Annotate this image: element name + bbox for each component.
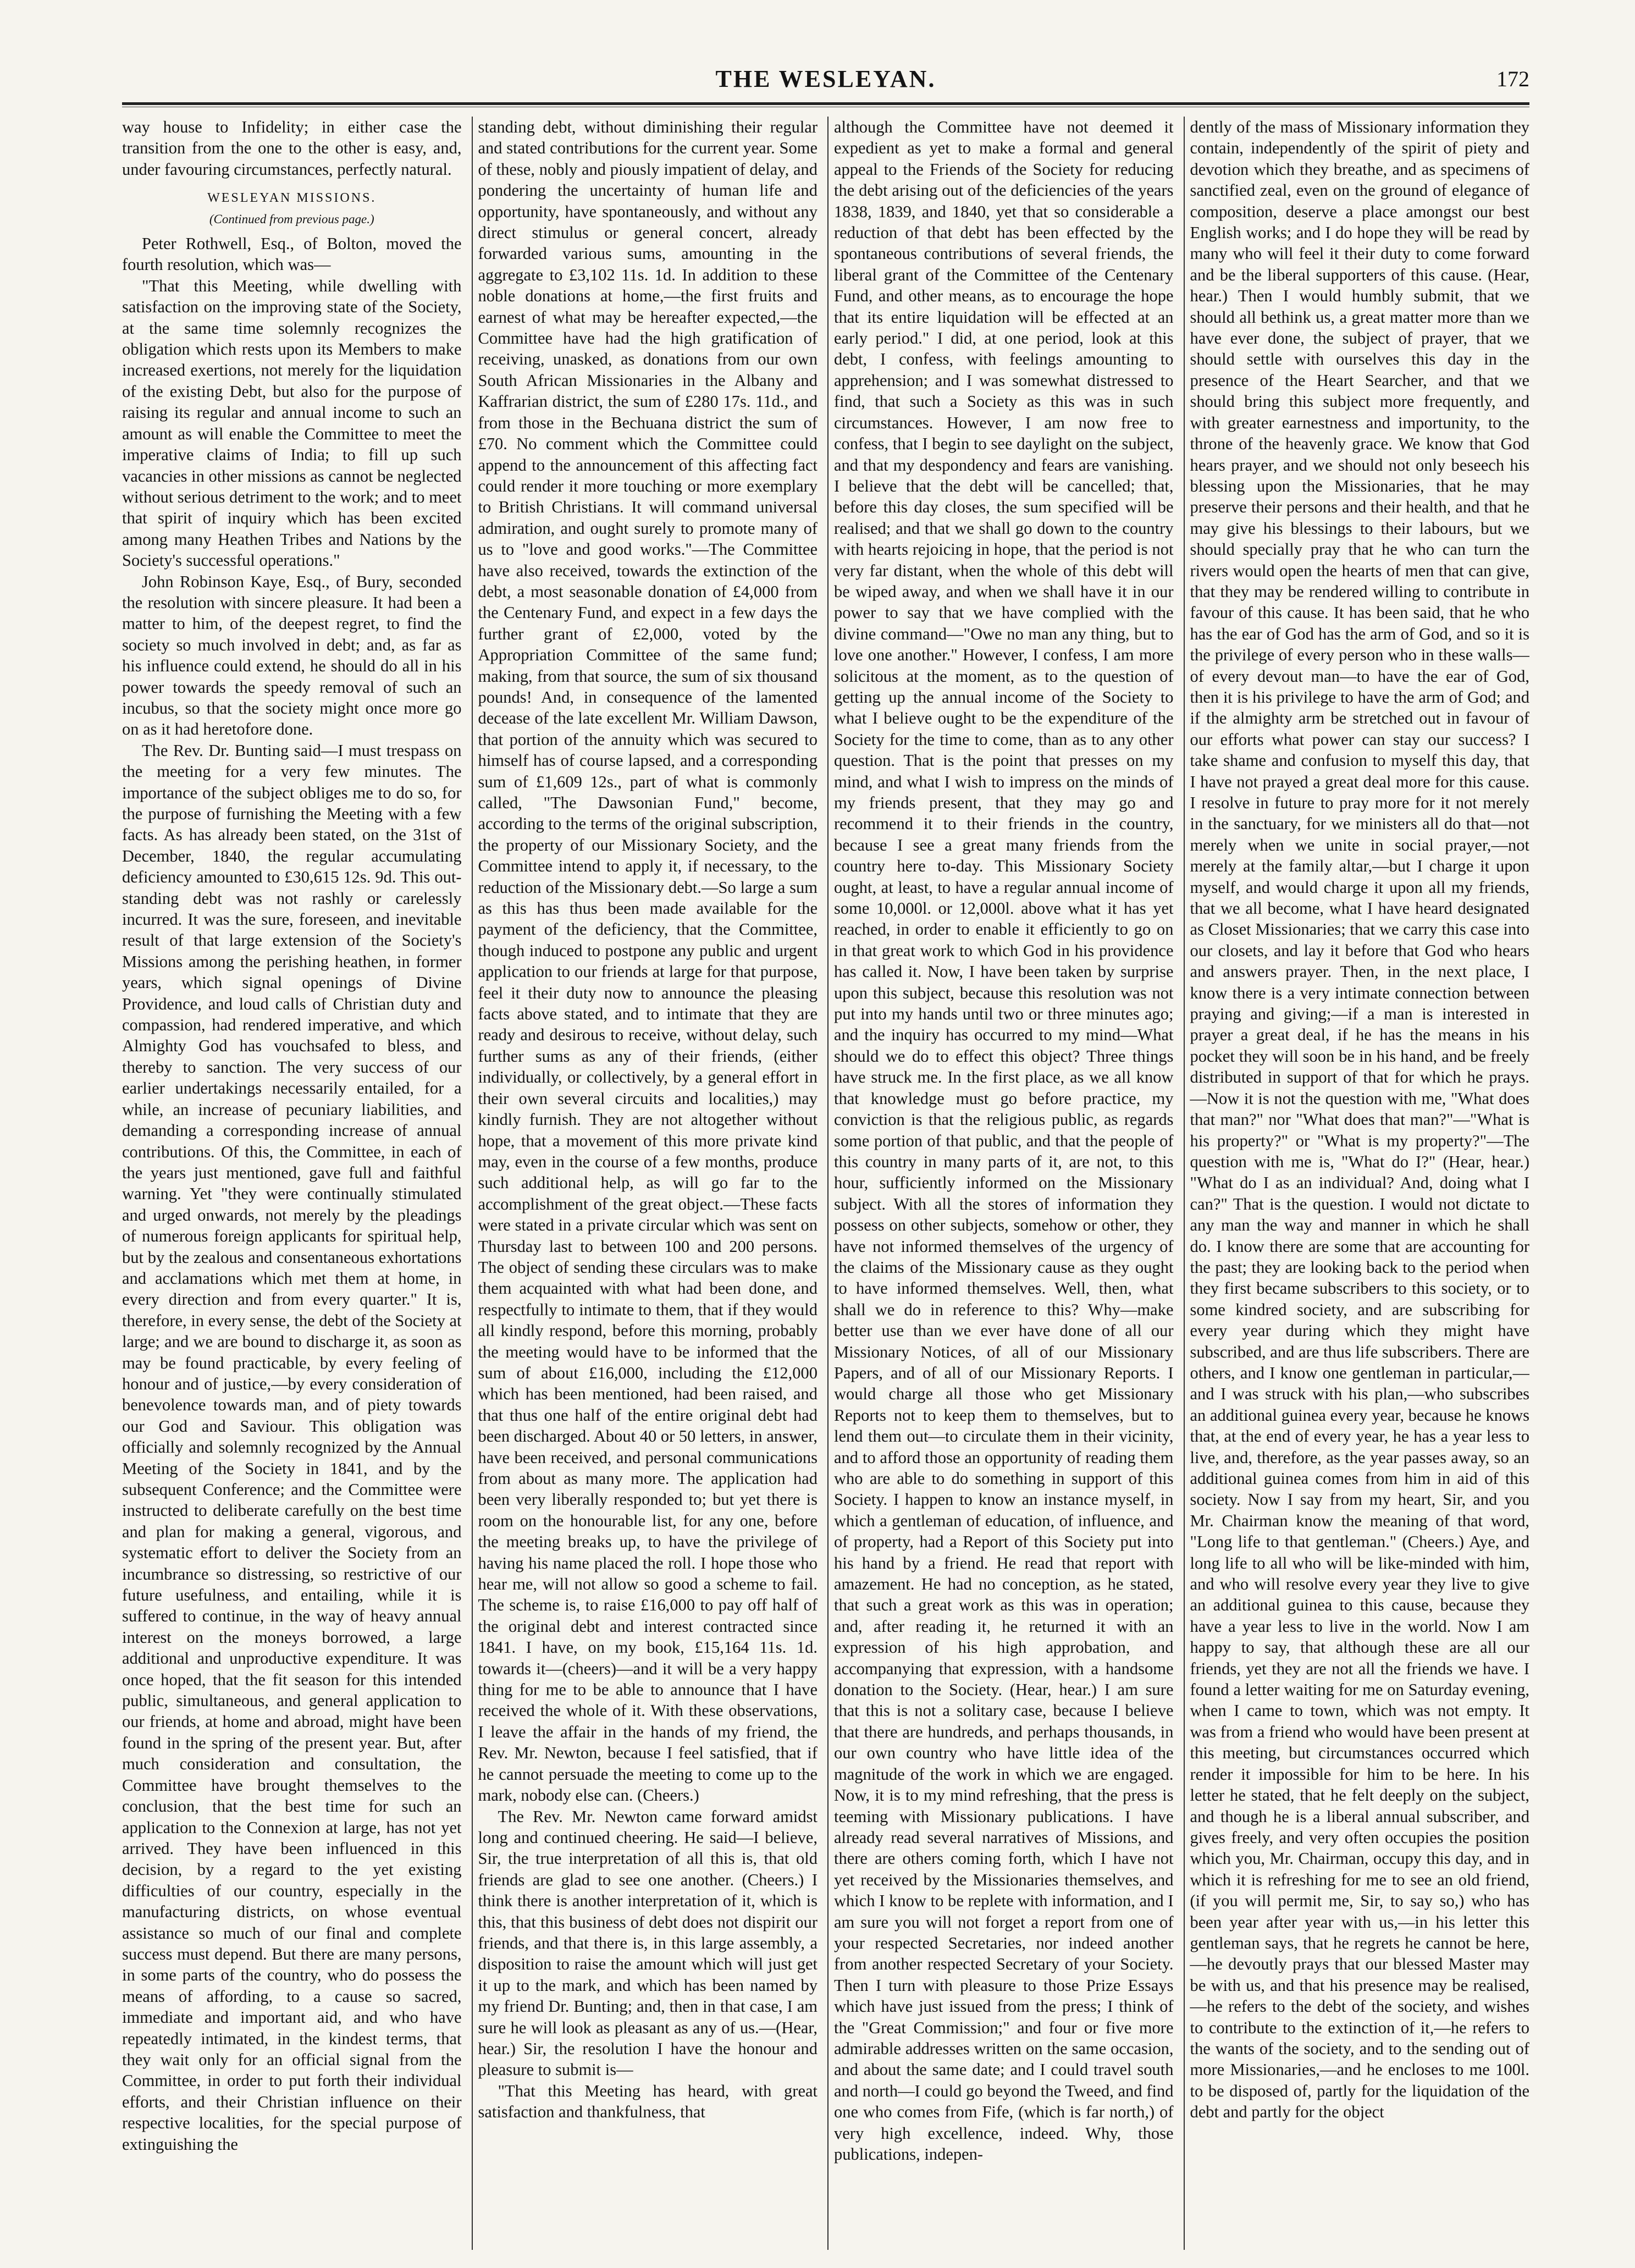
page-title: THE WESLEYAN. bbox=[715, 65, 936, 92]
column-paragraph: standing debt, without diminishing their regular and stated contributions for the current year. Some of these, nobly and piously impatient of delay, and pondering the uncertainty of human life and opportunity, have spontaneously, and without any direct stimulus or general concert, already forwarded various sums, amounting in the aggregate to £3,102 11s. 1d. In addition to these noble donations at home,—the first fruits and earnest of what may be hereafter expected,—the Committee have had the high gratification of receiving, unasked, as donations from our own South African Missionaries in the Albany and Kaffrarian district, the sum of £280 17s. 11d., and from those in the Bechuana district the sum of £70. No comment which the Committee could append to the announcement of this affecting fact could render it more touching or more exemplary to British Christians. It will command universal admiration, and ought surely to promote many of us to "love and good works."—The Committee have also received, towards the extinction of the debt, a most seasonable donation of £4,000 from the Centenary Fund, and expect in a few days the further grant of £2,000, voted by the Appropriation Committee of the same fund; making, from that source, the sum of six thousand pounds! And, in consequence of the lamented decease of the late excellent Mr. William Dawson, that portion of the annuity which was secured to himself has of course lapsed, and a corresponding sum of £1,609 12s., part of what is commonly called, "The Dawsonian Fund," become, according to the terms of the original subscription, the property of our Missionary Society, and the Committee intend to apply it, if necessary, to the reduction of the Missionary debt.—So large a sum as this has thus been made available for the payment of the deficiency, that the Committee, though induced to postpone any public and urgent application to our friends at large for that purpose, feel it their duty now to announce the pleasing facts above stated, and to intimate that they are ready and desirous to receive, without delay, such further sums as any of their friends, (either individually, or collectively, by a general effort in their own several circuits and localities,) may kindly furnish. They are not altogether without hope, that a movement of this more private kind may, even in the course of a few months, produce such additional help, as will go far to the accomplishment of the great object.—These facts were stated in a private circular which was sent on Thursday last to between 100 and 200 persons. The object of sending these circulars was to make them acquainted with what had been done, and respectfully to intimate to them, that if they would all kindly respond, before this morning, probably the meeting would have to be informed that the sum of about £16,000, including the £12,000 which has been mentioned, had been raised, and that thus one half of the entire original debt had been discharged. About 40 or 50 letters, in answer, have been received, and personal communications from about as many more. The application had been very liberally responded to; but yet there is room on the honourable list, for any one, before the meeting breaks up, to have the privilege of having his name placed the roll. I hope those who hear me, will not allow so good a scheme to fail. The scheme is, to raise £16,000 to pay off half of the original debt and interest contracted since 1841. I have, on my book, £15,164 11s. 1d. towards it—(cheers)—and it will be a very happy thing for me to be able to announce that I have received the whole of it. With these observations, I leave the affair in the hands of my friend, the Rev. Mr. Newton, because I feel satisfied, that if he cannot persuade the meeting to come up to the mark, nobody else can. (Cheers.) bbox=[478, 118, 818, 1805]
page-number: 172 bbox=[1496, 67, 1529, 91]
column-3 bbox=[827, 117, 1174, 2250]
resolution-quote: "That this Meeting has heard, with great satisfaction and thankfulness, that bbox=[478, 2081, 818, 2122]
column-paragraph: although the Committee have not deemed it expedient as yet to make a formal and general appeal to the Friends of the Society for reducing the debt arising out of the deficiencies of the years 1838, 1839, and 1840, yet that so considerable a reduction of that debt has been effected by the spontaneous contributions of several friends, the liberal grant of the Committee of the Centenary Fund, and other means, as to encourage the hope that its entire liquidation will be effected at an early period." I did, at one period, look at this debt, I confess, with feelings amounting to apprehension; and I was somewhat distressed to find, that such a Society as this was in such circumstances. However, I am now free to confess, that I begin to see daylight on the subject, and that my despondency and fears are vanishing. I believe that the debt will be cancelled; that, before this day closes, the sum specified will be realised; and that we shall go down to the country with hearts rejoicing in hope, that the period is not very far distant, when the whole of this debt will be wiped away, and when we shall have it in our power to say that we have complied with the divine command—"Owe no man any thing, but to love one another." However, I confess, I am more solicitous at the moment, as to the question of getting up the annual income of the Society to what I believe ought to be the expenditure of the Society for the time to come, than as to any other question. That is the point that presses on my mind, and what I wish to impress on the minds of my friends present, that they may go and recommend it to their friends in the country, because I see a great many friends from the country here to-day. This Missionary Society ought, at least, to have a regular annual income of some 10,000l. or 12,000l. above what it has yet reached, in order to enable it efficiently to go on in that great work to which God in his providence has called it. Now, I have been taken by surprise upon this subject, because this resolution was not put into my hands until two or three minutes ago; and the inquiry has occurred to my mind—What should we do to effect this object? Three things have struck me. In the first place, as we all know that knowledge must go before practice, my conviction is that the religious public, as regards some portion of that public, and that the people of this country in many parts of it, are not, to this hour, sufficiently informed on the Missionary subject. With all the stores of information they possess on other subjects, somehow or other, they have not informed themselves of the urgency of the claims of the Missionary cause as they ought to have informed themselves. Well, then, what shall we do in reference to this? Why—make better use than we ever have done of all our Missionary Notices, of all of our Missionary Papers, and of all of our Missionary Reports. I would charge all those who get Missionary Reports not to keep them to themselves, but to lend them out—to circulate them in their vicinity, and to afford those an opportunity of reading them who are able to do something in support of this Society. I happen to know an instance myself, in which a gentleman of education, of influence, and of property, had a Report of this Society put into his hand by a friend. He read that report with amazement. He had no conception, as he stated, that such a great work as this was in operation; and, after reading it, he returned it with an expression of his high approbation, and accompanying that expression, with a handsome donation to the Society. (Hear, hear.) I am sure that this is not a solitary case, because I believe that there are hundreds, and perhaps thousands, in our own country who have little idea of the magnitude of the work in which we are engaged. Now, it is to my mind refreshing, that the press is teeming with Missionary publications. I have already read several narratives of Missions, and there are others coming forth, which I have not yet received by the Missionaries themselves, and which I know to be replete with information, and I am sure you will not forget a report from one of your respected Secretaries, nor indeed another from another respected Secretary of your Society. Then I turn with pleasure to those Prize Essays which have just issued from the press; I think of the "Great Commission;" and four or five more admirable addresses written on the same occasion, and about the same date; and I could travel south and north—I could go beyond the Tweed, and find one who comes from Fife, (which is far north,) of very high excellence, indeed. Why, those publications, indepen- bbox=[834, 118, 1174, 2164]
resolution-quote: "That this Meeting, while dwelling with satisfaction on the improving state of the Society, at the same time solemnly recognizes the obligation which rests upon its Members to make increased exertions, not merely for the liquidation of the existing Debt, but also for the purpose of raising its regular and annual income to such an amount as will enable the Committee to meet the imperative claims of India; to fill up such vacancies in other missions as cannot be neglected without serious detriment to the work; and to meet that spirit of inquiry which has been excited among many Heathen Tribes and Nations by the Society's successful operations." bbox=[122, 276, 462, 570]
section-subheading: (Continued from previous page.) bbox=[209, 212, 374, 226]
section-heading: WESLEYAN MISSIONS. bbox=[207, 191, 377, 206]
column-paragraph: John Robinson Kaye, Esq., of Bury, seconded the resolution with sincere pleasure. It had been a matter to him, of the deepest regret, to find the society so much involved in debt; and, as far as his influence could extend, he should do all in his power towards the speedy removal of such an incubus, so that the society might once more go on as it had heretofore done. bbox=[122, 572, 462, 739]
text-columns bbox=[122, 117, 1529, 2250]
header-rule bbox=[122, 102, 1529, 105]
column-1 bbox=[122, 117, 462, 2250]
column-paragraph: The Rev. Mr. Newton came forward amidst long and continued cheering. He said—I believe, Sir, the true interpretation of all this is, that old friends are glad to see one another. (Cheers.) I think there is another interpretation of it, which is this, that this business of debt does not dispirit our friends, and that there is, in this large assembly, a disposition to raise the amount which will just get it up to the mark, and which has been named by my friend Dr. Bunting; and, then in that case, I am sure he will look as pleasant as any of us.—(Hear, hear.) Sir, the resolution I have the honour and pleasure to submit is— bbox=[478, 1807, 818, 2079]
column-paragraph: way house to Infidelity; in either case the transition from the one to the other is easy, and, under favouring circumstances, perfectly natural. bbox=[122, 118, 462, 179]
column-paragraph: dently of the mass of Missionary information they contain, independently of the spirit of piety and devotion which they breathe, and as specimens of sanctified zeal, even on the ground of elegance of composition, deserve a place amongst our best English works; and I do hope they will be read by many who will feel it their duty to come forward and be the liberal supporters of this cause. (Hear, hear.) Then I would humbly submit, that we should all bethink us, a great matter more than we have ever done, the subject of prayer, that we should settle with ourselves this day in the presence of the Heart Searcher, and that we should bring this subject more frequently, and with greater earnestness and importunity, to the throne of the heavenly grace. We know that God hears prayer, and we should not only beseech his blessing upon the Missionaries, that he may preserve their persons and their health, and that he may give his blessings to their labours, but we should specially pray that he who can turn the rivers would open the hearts of men that can give, that they may be rendered willing to contribute in favour of this cause. It has been said, that he who has the ear of God has the arm of God, and so it is the privilege of every person who in these walls—of every devout man—to have the ear of God, then it is his privilege to have the arm of God; and if the almighty arm be stretched out in favour of our efforts what power can stay our success? I take shame and confusion to myself this day, that I have not prayed a great deal more for this cause. I resolve in future to pray more for it not merely in the sanctuary, for we ministers all do that—not merely when we unite in social prayer,—not merely at the family altar,—but I charge it upon myself, and would charge it upon all my friends, that we all become, what I have heard designated as Closet Missionaries; that we carry this case into our closets, and lay it before that God who hears and answers prayer. Then, in the next place, I know there is a very intimate connection between praying and giving;—if a man is interested in prayer a great deal, if he has the means in his pocket they will soon be in his hand, and be freely distributed in support of that for which he prays.—Now it is not the question with me, "What does that man?" nor "What does that man?"—"What is his property?" or "What is my property?"—The question with me is, "What do I?" (Hear, hear.) "What do I as an individual? And, doing what I can?" That is the question. I would not dictate to any man the way and manner in which he shall do. I know there are some that are accounting for the past; they are looking back to the period when they first became subscribers to this society, or to some kindred society, and are subscribing for every year during which they might have subscribed, and are thus life subscribers. There are others, and I know one gentleman in particular,—and I was struck with his plan,—who subscribes an additional guinea every year, because he knows that, at the end of every year, he has a year less to live, and, therefore, as the year passes away, so an additional guinea comes from him in aid of this society. Now I say from my heart, Sir, and you Mr. Chairman know the meaning of that word, "Long life to that gentleman." (Cheers.) Aye, and long life to all who will be like-minded with him, and who will resolve every year they live to give an additional guinea to this cause, because they have a year less to live in the world. Now I am happy to say, that although these are all our friends, yet they are not all the friends we have. I found a letter waiting for me on Saturday evening, when I came to town, which was not empty. It was from a friend who would have been present at this meeting, but circumstances occurred which render it impossible for him to be here. In his letter he stated, that he felt deeply on the subject, and though he is a liberal annual subscriber, and gives freely, and very often occupies the position which you, Mr. Chairman, occupy this day, and in which it is refreshing for me to see an old friend, (if you will permit me, Sir, to say so,) who has been year after year with us,—in his letter this gentleman says, that he regrets he cannot be here,—he devoutly prays that our blessed Master may be with us, and that his presence may be realised,—he refers to the debt of the society, and wishes to contribute to the extinction of it,—he refers to the wants of the society, and to the sending out of more Missionaries,—and he encloses to me 100l. to be disposed of, partly for the liquidation of the debt and partly for the object bbox=[1190, 118, 1529, 2122]
column-4 bbox=[1184, 117, 1530, 2250]
page-header bbox=[122, 65, 1529, 103]
column-2 bbox=[472, 117, 818, 2250]
column-paragraph: Peter Rothwell, Esq., of Bolton, moved the fourth resolution, which was— bbox=[122, 234, 462, 274]
column-paragraph: The Rev. Dr. Bunting said—I must trespass on the meeting for a very few minutes. The importance of the subject obliges me to do so, for the purpose of furnishing the Meeting with a few facts. As has already been stated, on the 31st of December, 1840, the regular accumulating deficiency amounted to £30,615 12s. 9d. This out-standing debt was not rashly or carelessly incurred. It was the sure, foreseen, and inevitable result of that large extension of the Society's Missions among the perishing heathen, in former years, which signal openings of Divine Providence, and loud calls of Christian duty and compassion, had rendered imperative, and which Almighty God has vouchsafed to bless, and thereby to sanction. The very success of our earlier undertakings necessarily entailed, for a while, an increase of pecuniary liabilities, and demanding a corresponding increase of annual contributions. Of this, the Committee, in each of the years just mentioned, gave full and faithful warning. Yet "they were continually stimulated and urged onwards, not merely by the pleadings of numerous foreign applicants for spiritual help, but by the zealous and consentaneous exhortations and acclamations which met them at home, in every direction and from every quarter." It is, therefore, in every sense, the debt of the Society at large; and we are bound to discharge it, as soon as may be found practicable, by every feeling of honour and of justice,—by every consideration of benevolence towards man, and of piety towards our God and Saviour. This obligation was officially and solemnly recognized by the Annual Meeting of the Society in 1841, and by the subsequent Conference; and the Committee were instructed to deliberate carefully on the best time and plan for making a general, vigorous, and systematic effort to deliver the Society from an incumbrance so distressing, so restrictive of our future usefulness, and entailing, while it is suffered to continue, in the way of heavy annual interest on the moneys borrowed, a large additional and unproductive expenditure. It was once hoped, that the fit season for this intended public, simultaneous, and general application to our friends, at home and abroad, might have been found in the spring of the present year. But, after much consideration and consultation, the Committee have brought themselves to the conclusion, that the best time for such an application to the Connexion at large, has not yet arrived. They have been influenced in this decision, by a regard to the yet existing difficulties of our country, especially in the manufacturing districts, on whose eventual assistance so much of our final and complete success must depend. But there are many persons, in some parts of the country, who do possess the means of affording, to a cause so sacred, immediate and important aid, and who have repeatedly intimated, in the kindest terms, that they wait only for an official signal from the Committee, in order to put forth their individual efforts, and their Christian influence on their respective localities, for the special purpose of extinguishing the bbox=[122, 741, 462, 2154]
